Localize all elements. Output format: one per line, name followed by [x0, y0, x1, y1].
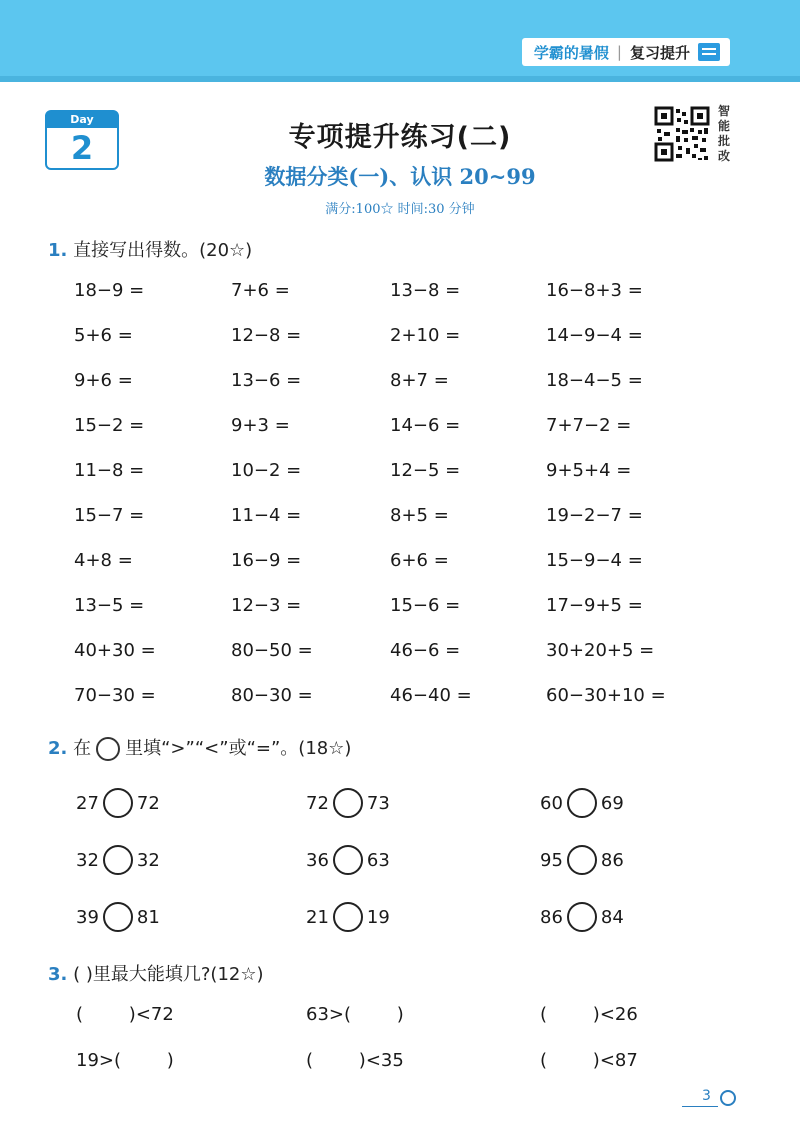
- section-1-text: 直接写出得数。(20☆): [73, 240, 253, 261]
- calc-item: 16−9 =: [231, 550, 302, 571]
- calc-item: 12−3 =: [231, 595, 302, 616]
- compare-left: 60: [540, 792, 563, 814]
- compare-item: [306, 788, 390, 818]
- answer-circle[interactable]: [567, 788, 597, 818]
- calc-item: 7+6 =: [231, 280, 290, 301]
- score-time-meta: 满分:100☆ 时间:30 分钟: [325, 202, 475, 217]
- answer-circle[interactable]: [103, 788, 133, 818]
- compare-item: [540, 788, 624, 818]
- series-tag: [522, 38, 730, 66]
- calc-item: 14−6 =: [390, 415, 461, 436]
- compare-item: [306, 902, 390, 932]
- qr-label: 智能批改: [717, 104, 730, 163]
- calc-item: 18−9 =: [74, 280, 145, 301]
- fill-blank-item[interactable]: 63>( ): [306, 1004, 404, 1025]
- calc-item: 15−9−4 =: [546, 550, 643, 571]
- compare-item: [76, 902, 160, 932]
- compare-left: 27: [76, 792, 99, 814]
- calc-item: 9+5+4 =: [546, 460, 632, 481]
- compare-left: 86: [540, 906, 563, 928]
- calc-item: 80−30 =: [231, 685, 313, 706]
- calc-item: 13−6 =: [231, 370, 302, 391]
- compare-left: 95: [540, 849, 563, 871]
- calc-item: 15−7 =: [74, 505, 145, 526]
- calc-item: 6+6 =: [390, 550, 449, 571]
- fill-blank-item[interactable]: ( )<35: [306, 1050, 404, 1071]
- calc-item: 5+6 =: [74, 325, 133, 346]
- fill-blank-item[interactable]: ( )<72: [76, 1004, 174, 1025]
- series-separator: |: [616, 43, 622, 61]
- calc-item: 40+30 =: [74, 640, 156, 661]
- calc-item: 13−8 =: [390, 280, 461, 301]
- compare-item: [540, 902, 624, 932]
- answer-circle[interactable]: [333, 845, 363, 875]
- calc-item: 11−8 =: [74, 460, 145, 481]
- calc-item: 19−2−7 =: [546, 505, 643, 526]
- compare-left: 39: [76, 906, 99, 928]
- compare-right: 63: [366, 849, 390, 871]
- calc-item: 30+20+5 =: [546, 640, 655, 661]
- series-name: 学霸的暑假: [533, 43, 609, 62]
- compare-item: [76, 845, 160, 875]
- calc-item: 60−30+10 =: [546, 685, 666, 706]
- calc-item: 9+6 =: [74, 370, 133, 391]
- compare-right: 84: [600, 906, 624, 928]
- section-3-number: 3.: [48, 964, 68, 985]
- calc-item: 17−9+5 =: [546, 595, 643, 616]
- compare-right: 72: [136, 792, 160, 814]
- compare-left: 72: [306, 792, 329, 814]
- section-2-number: 2.: [48, 738, 68, 759]
- calc-item: 8+7 =: [390, 370, 449, 391]
- fill-blank-item[interactable]: ( )<87: [540, 1050, 638, 1071]
- section-2-text-post: 里填“>”“<”或“=”。(18☆): [125, 738, 352, 759]
- calc-item: 15−6 =: [390, 595, 461, 616]
- calc-item: 18−4−5 =: [546, 370, 643, 391]
- calc-item: 4+8 =: [74, 550, 133, 571]
- answer-circle[interactable]: [333, 788, 363, 818]
- section-3-title: [48, 960, 264, 986]
- page-title: 专项提升练习(二): [288, 122, 512, 153]
- calc-item: 70−30 =: [74, 685, 156, 706]
- calc-item: 11−4 =: [231, 505, 302, 526]
- compare-right: 69: [600, 792, 624, 814]
- compare-right: 86: [600, 849, 624, 871]
- calc-item: 46−40 =: [390, 685, 472, 706]
- calc-item: 13−5 =: [74, 595, 145, 616]
- page-subtitle: 数据分类(一)、认识 20~99: [264, 164, 536, 189]
- answer-circle-icon: [96, 737, 120, 761]
- answer-circle[interactable]: [333, 902, 363, 932]
- sun-icon: [720, 1090, 736, 1106]
- answer-circle[interactable]: [567, 845, 597, 875]
- calc-item: 2+10 =: [390, 325, 461, 346]
- section-1-title: [48, 236, 252, 262]
- day-number: 2: [70, 129, 94, 167]
- section-1-number: 1.: [48, 240, 68, 261]
- calc-item: 12−8 =: [231, 325, 302, 346]
- calc-item: 7+7−2 =: [546, 415, 632, 436]
- section-2-text-pre: 在: [73, 738, 92, 759]
- qr-code-icon[interactable]: [654, 106, 710, 162]
- series-sub: 复习提升: [629, 43, 690, 62]
- day-label: Day: [47, 112, 117, 128]
- book-icon: [698, 43, 720, 61]
- page-number-block: [682, 1088, 742, 1108]
- page-number: 3: [702, 1088, 711, 1104]
- calc-item: 16−8+3 =: [546, 280, 643, 301]
- fill-blank-item[interactable]: 19>( ): [76, 1050, 174, 1071]
- page-number-rule: [682, 1106, 718, 1107]
- calc-item: 8+5 =: [390, 505, 449, 526]
- calc-item: 14−9−4 =: [546, 325, 643, 346]
- calc-item: 46−6 =: [390, 640, 461, 661]
- section-3-text: ( )里最大能填几?(12☆): [73, 964, 264, 985]
- calc-item: 15−2 =: [74, 415, 145, 436]
- compare-item: [76, 788, 160, 818]
- compare-right: 73: [366, 792, 390, 814]
- compare-left: 32: [76, 849, 99, 871]
- compare-right: 81: [136, 906, 160, 928]
- section-2-title: [48, 734, 351, 761]
- compare-item: [540, 845, 624, 875]
- compare-right: 32: [136, 849, 160, 871]
- answer-circle[interactable]: [567, 902, 597, 932]
- compare-left: 36: [306, 849, 329, 871]
- compare-left: 21: [306, 906, 329, 928]
- calc-item: 80−50 =: [231, 640, 313, 661]
- calc-item: 10−2 =: [231, 460, 302, 481]
- answer-circle[interactable]: [103, 902, 133, 932]
- compare-right: 19: [366, 906, 390, 928]
- fill-blank-item[interactable]: ( )<26: [540, 1004, 638, 1025]
- answer-circle[interactable]: [103, 845, 133, 875]
- calc-item: 12−5 =: [390, 460, 461, 481]
- calc-item: 9+3 =: [231, 415, 290, 436]
- compare-item: [306, 845, 390, 875]
